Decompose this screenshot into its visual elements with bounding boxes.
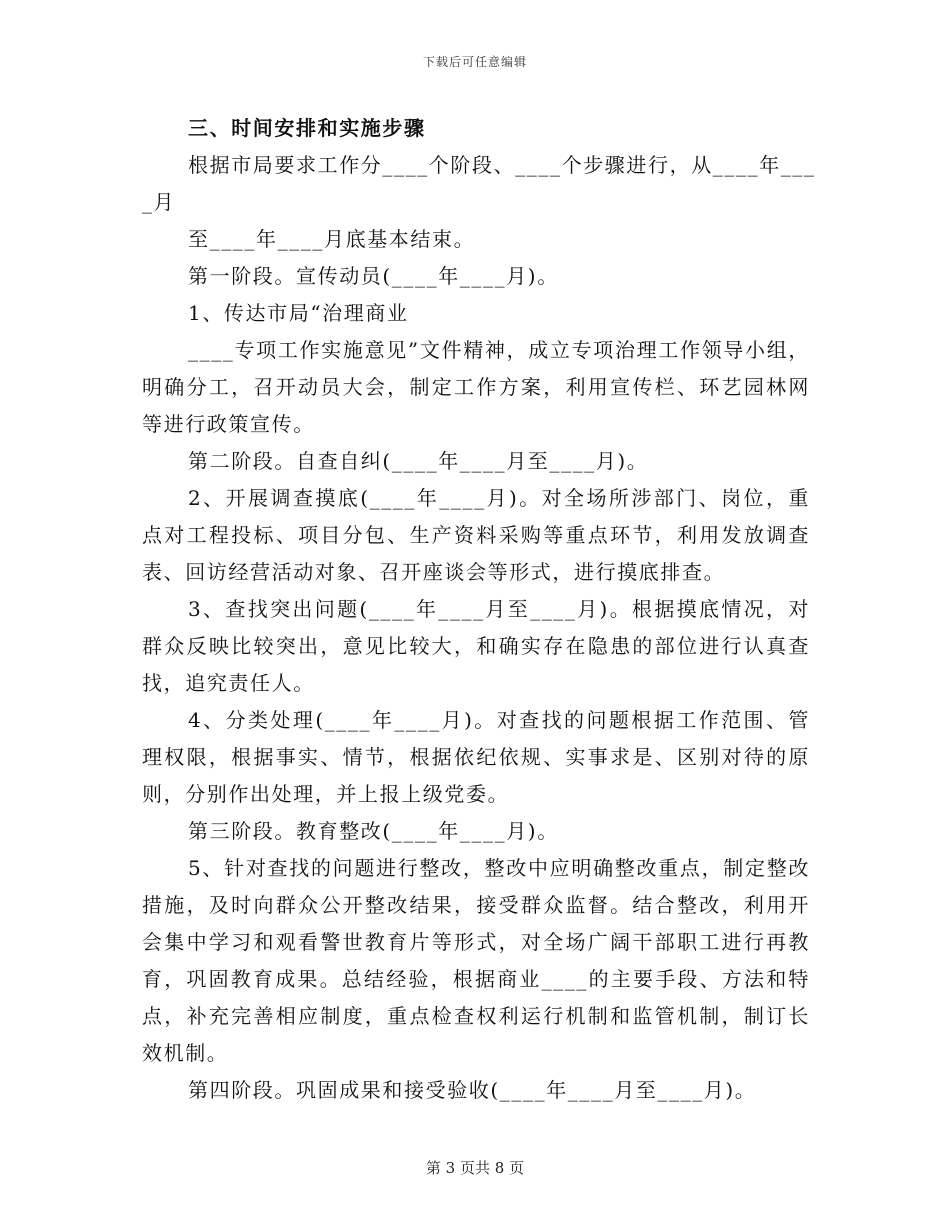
stage-one-heading: 第一阶段。宣传动员(____年____月)。 bbox=[188, 264, 559, 288]
paragraph-intro: 根据市局要求工作分____个阶段、____个步骤进行，从____年___ bbox=[188, 153, 816, 177]
step-one-body: ____专项工作实施意见”文件精神，成立专项治理工作领导小组，明确分工，召开动员大会，制定工作方案，利用宣传栏、环艺园林网等进行政策宣传。 bbox=[142, 338, 810, 436]
step-five-paragraph: 5、针对查找的问题进行整改，整改中应明确整改重点，制定整改措施，及时向群众公开整改结果，接受群众监督。结合整改，利用开会集中学习和观看警世教育片等形式，对全场广阔干部职工进行再教育，巩固教育成果。总结经验，根据商业____的主要手段、方法和特点，补充完善相应制度，重点检查权利运行机制和监管机制，制订长效机制。 bbox=[142, 856, 810, 1065]
step-four-paragraph: 4、分类处理(____年____月)。对查找的问题根据工作范围、管理权限，根据事实、情节，根据依纪依规、实事求是、区别对待的原则，分别作出处理，并上报上级党委。 bbox=[142, 708, 810, 806]
stage-three-heading: 第三阶段。教育整改(____年____月)。 bbox=[188, 819, 559, 843]
page-number: 第 3 页共 8 页 bbox=[425, 1159, 525, 1177]
header-note: 下载后可任意编辑 bbox=[422, 55, 527, 69]
step-two-paragraph: 2、开展调查摸底(____年____月)。对全场所涉部门、岗位，重点对工程投标、项目分包、生产资料采购等重点环节，利用发放调查表、回访经营活动对象、召开座谈会等形式，进行摸底排查。 bbox=[142, 486, 810, 584]
paragraph-intro-continued: _月 bbox=[142, 190, 176, 214]
step-three-paragraph: 3、查找突出问题(____年____月至____月)。根据摸底情况，对群众反映比较突出，意见比较大，和确实存在隐患的部位进行认真查找，追究责任人。 bbox=[142, 597, 810, 695]
stage-two-heading: 第二阶段。自查自纠(____年____月至____月)。 bbox=[188, 449, 649, 473]
section-heading: 三、时间安排和实施步骤 bbox=[188, 116, 426, 140]
paragraph-end-date: 至____年____月底基本结束。 bbox=[188, 227, 476, 251]
step-one-title: 1、传达市局“治理商业 bbox=[188, 301, 409, 325]
stage-four-heading: 第四阶段。巩固成果和接受验收(____年____月至____月)。 bbox=[188, 1078, 757, 1102]
document-body bbox=[142, 110, 816, 1109]
